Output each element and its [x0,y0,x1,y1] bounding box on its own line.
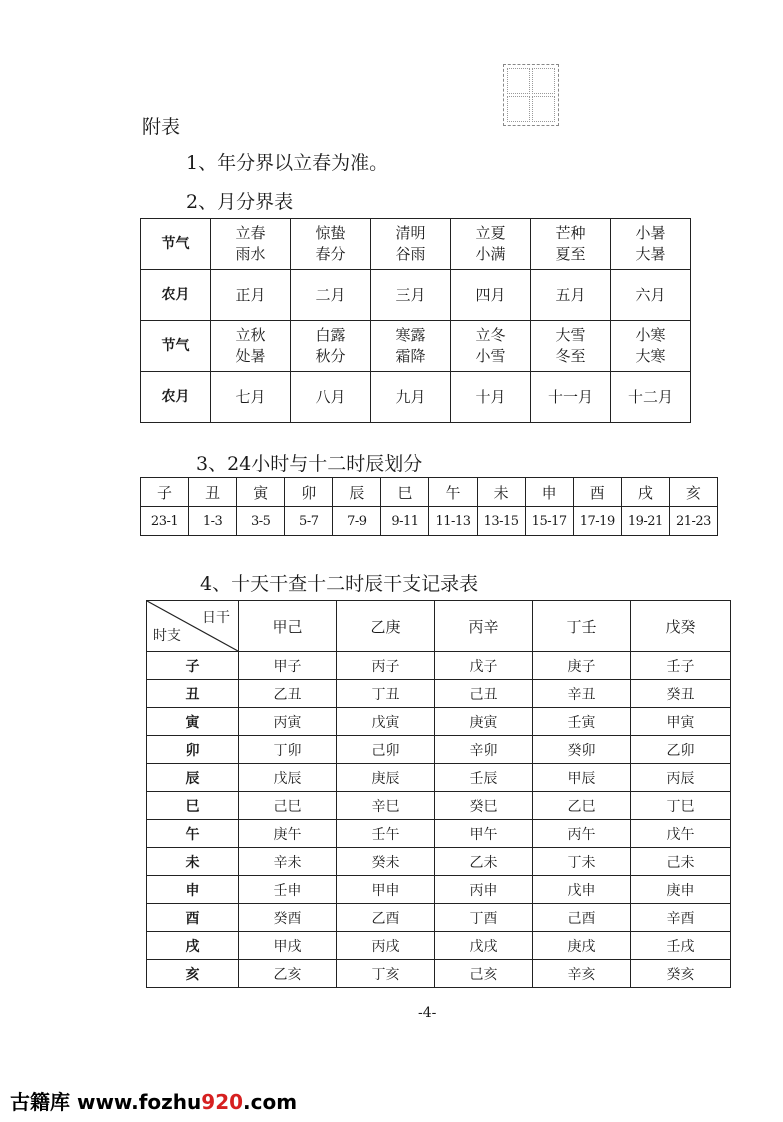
stem-table-row [147,848,731,876]
stem-branch-cell: 辛亥 [533,960,631,988]
branch-head-cell: 辰 [147,764,239,792]
month-table-row [141,372,691,423]
stem-branch-cell: 癸巳 [435,792,533,820]
stem-branch-cell: 己酉 [533,904,631,932]
stem-branch-cell: 丙午 [533,820,631,848]
branch-cell: 辰 [333,478,381,507]
stem-branch-cell: 庚子 [533,652,631,680]
stem-table-row [147,764,731,792]
stem-branch-cell: 己卯 [337,736,435,764]
stem-branch-cell: 丁亥 [337,960,435,988]
hour-range-cell: 21-23 [669,507,717,536]
stem-branch-cell: 乙未 [435,848,533,876]
stem-branch-cell: 己未 [631,848,731,876]
stem-branch-cell: 壬子 [631,652,731,680]
stem-branch-cell: 甲戌 [239,932,337,960]
branch-head-cell: 丑 [147,680,239,708]
stem-branch-cell: 己巳 [239,792,337,820]
stem-branch-cell: 甲寅 [631,708,731,736]
month-cell: 九月 [371,372,451,423]
stem-branch-cell: 甲午 [435,820,533,848]
hour-range-cell: 17-19 [573,507,621,536]
stem-branch-cell: 己亥 [435,960,533,988]
stem-header-cell: 丙辛 [435,601,533,652]
month-cell: 白露 秋分 [291,321,371,372]
month-cell: 立夏 小满 [451,219,531,270]
stem-branch-cell: 乙巳 [533,792,631,820]
month-table-row [141,321,691,372]
stem-branch-lookup-table [146,600,731,988]
stem-branch-cell: 壬午 [337,820,435,848]
stem-table-row [147,820,731,848]
stem-branch-cell: 戊申 [533,876,631,904]
stem-branch-cell: 戊午 [631,820,731,848]
watermark-highlight: 920 [201,1090,244,1114]
stem-branch-cell: 甲申 [337,876,435,904]
stem-branch-cell: 丙辰 [631,764,731,792]
hour-range-cell: 19-21 [621,507,669,536]
branch-cell: 子 [141,478,189,507]
branch-head-cell: 申 [147,876,239,904]
watermark-prefix: 古籍库 www.fozhu [10,1090,202,1114]
stem-header-cell: 丁壬 [533,601,631,652]
stem-branch-cell: 戊辰 [239,764,337,792]
month-row-head: 农月 [141,372,211,423]
month-table-row [141,219,691,270]
stem-branch-cell: 辛未 [239,848,337,876]
month-cell: 十二月 [611,372,691,423]
month-cell: 八月 [291,372,371,423]
month-row-head: 节气 [141,321,211,372]
stem-header-row [147,601,731,652]
stem-branch-cell: 庚戌 [533,932,631,960]
month-cell: 清明 谷雨 [371,219,451,270]
branch-head-cell: 戌 [147,932,239,960]
month-cell: 正月 [211,270,291,321]
stem-branch-cell: 乙酉 [337,904,435,932]
branch-cell: 未 [477,478,525,507]
stem-branch-cell: 庚申 [631,876,731,904]
corner-diagonal-cell [147,601,239,652]
month-cell: 立秋 处暑 [211,321,291,372]
stem-branch-cell: 庚辰 [337,764,435,792]
stem-table-row [147,960,731,988]
stem-branch-cell: 乙丑 [239,680,337,708]
site-watermark [10,1086,297,1115]
branch-cell: 戌 [621,478,669,507]
hour-range-cell: 13-15 [477,507,525,536]
stem-branch-cell: 戊寅 [337,708,435,736]
branch-cell: 巳 [381,478,429,507]
month-cell: 小寒 大寒 [611,321,691,372]
month-cell: 小暑 大暑 [611,219,691,270]
stem-branch-cell: 壬戌 [631,932,731,960]
stem-branch-cell: 丁卯 [239,736,337,764]
stem-table-row [147,680,731,708]
branch-cell: 午 [429,478,477,507]
month-row-head: 节气 [141,219,211,270]
hour-range-cell: 5-7 [285,507,333,536]
stem-branch-cell: 戊子 [435,652,533,680]
stem-branch-cell: 甲子 [239,652,337,680]
branch-head-cell: 酉 [147,904,239,932]
branch-head-cell: 子 [147,652,239,680]
corner-day-stem-label: 日干 [202,610,230,626]
month-cell: 六月 [611,270,691,321]
stem-branch-table-title: 4、十天干查十二时辰干支记录表 [200,573,479,595]
branch-head-cell: 卯 [147,736,239,764]
branch-cell: 卯 [285,478,333,507]
month-row-head: 农月 [141,270,211,321]
branch-cell: 酉 [573,478,621,507]
branch-head-cell: 未 [147,848,239,876]
stem-branch-cell: 癸酉 [239,904,337,932]
branch-cell: 丑 [189,478,237,507]
stem-branch-cell: 丁丑 [337,680,435,708]
stem-table-row [147,876,731,904]
month-cell: 寒露 霜降 [371,321,451,372]
stem-branch-cell: 乙亥 [239,960,337,988]
watermark-suffix: .com [243,1090,298,1114]
corner-hour-branch-label: 时支 [153,628,181,644]
branch-cell: 亥 [669,478,717,507]
seal-stamp [503,64,559,126]
month-cell: 五月 [531,270,611,321]
stem-table-row [147,904,731,932]
stem-header-cell: 戊癸 [631,601,731,652]
stem-branch-cell: 丁酉 [435,904,533,932]
stem-table-row [147,708,731,736]
year-boundary-note: 1、年分界以立春为准。 [186,152,389,174]
month-boundary-table [140,218,691,423]
stem-table-row [147,652,731,680]
stem-branch-cell: 辛酉 [631,904,731,932]
page-number: -4- [418,1005,437,1021]
branch-head-cell: 寅 [147,708,239,736]
stem-branch-cell: 癸亥 [631,960,731,988]
hours-table-title: 3、24小时与十二时辰划分 [196,453,423,475]
stem-branch-cell: 己丑 [435,680,533,708]
branch-cell: 申 [525,478,573,507]
stem-branch-cell: 甲辰 [533,764,631,792]
hour-range-cell: 23-1 [141,507,189,536]
stem-table-row [147,932,731,960]
stem-branch-cell: 丁未 [533,848,631,876]
hours-shichen-table [140,477,718,536]
stem-branch-cell: 癸未 [337,848,435,876]
stem-branch-cell: 壬辰 [435,764,533,792]
appendix-title: 附表 [142,116,181,138]
month-table-row [141,270,691,321]
stem-branch-cell: 戊戌 [435,932,533,960]
hour-range-cell: 15-17 [525,507,573,536]
stem-branch-cell: 辛丑 [533,680,631,708]
hour-range-cell: 11-13 [429,507,477,536]
stem-branch-cell: 庚寅 [435,708,533,736]
stem-branch-cell: 丁巳 [631,792,731,820]
month-cell: 芒种 夏至 [531,219,611,270]
stem-branch-cell: 壬寅 [533,708,631,736]
hour-range-cell: 7-9 [333,507,381,536]
branch-cell: 寅 [237,478,285,507]
stem-branch-cell: 辛卯 [435,736,533,764]
hour-range-row [141,507,718,536]
stem-branch-cell: 辛巳 [337,792,435,820]
month-cell: 二月 [291,270,371,321]
stem-branch-cell: 丙子 [337,652,435,680]
stem-branch-cell: 丙戌 [337,932,435,960]
branch-row [141,478,718,507]
stem-branch-cell: 乙卯 [631,736,731,764]
stem-branch-cell: 庚午 [239,820,337,848]
month-table-title: 2、月分界表 [186,191,294,213]
month-cell: 十一月 [531,372,611,423]
stem-branch-cell: 癸卯 [533,736,631,764]
stem-branch-cell: 壬申 [239,876,337,904]
stem-header-cell: 甲己 [239,601,337,652]
stem-header-cell: 乙庚 [337,601,435,652]
stem-branch-cell: 丙寅 [239,708,337,736]
branch-head-cell: 亥 [147,960,239,988]
month-cell: 四月 [451,270,531,321]
stem-table-row [147,792,731,820]
month-cell: 三月 [371,270,451,321]
stem-table-row [147,736,731,764]
month-cell: 惊蛰 春分 [291,219,371,270]
hour-range-cell: 9-11 [381,507,429,536]
month-cell: 立春 雨水 [211,219,291,270]
month-cell: 大雪 冬至 [531,321,611,372]
month-cell: 七月 [211,372,291,423]
branch-head-cell: 巳 [147,792,239,820]
stem-branch-cell: 丙申 [435,876,533,904]
hour-range-cell: 3-5 [237,507,285,536]
hour-range-cell: 1-3 [189,507,237,536]
stem-branch-cell: 癸丑 [631,680,731,708]
branch-head-cell: 午 [147,820,239,848]
month-cell: 十月 [451,372,531,423]
month-cell: 立冬 小雪 [451,321,531,372]
